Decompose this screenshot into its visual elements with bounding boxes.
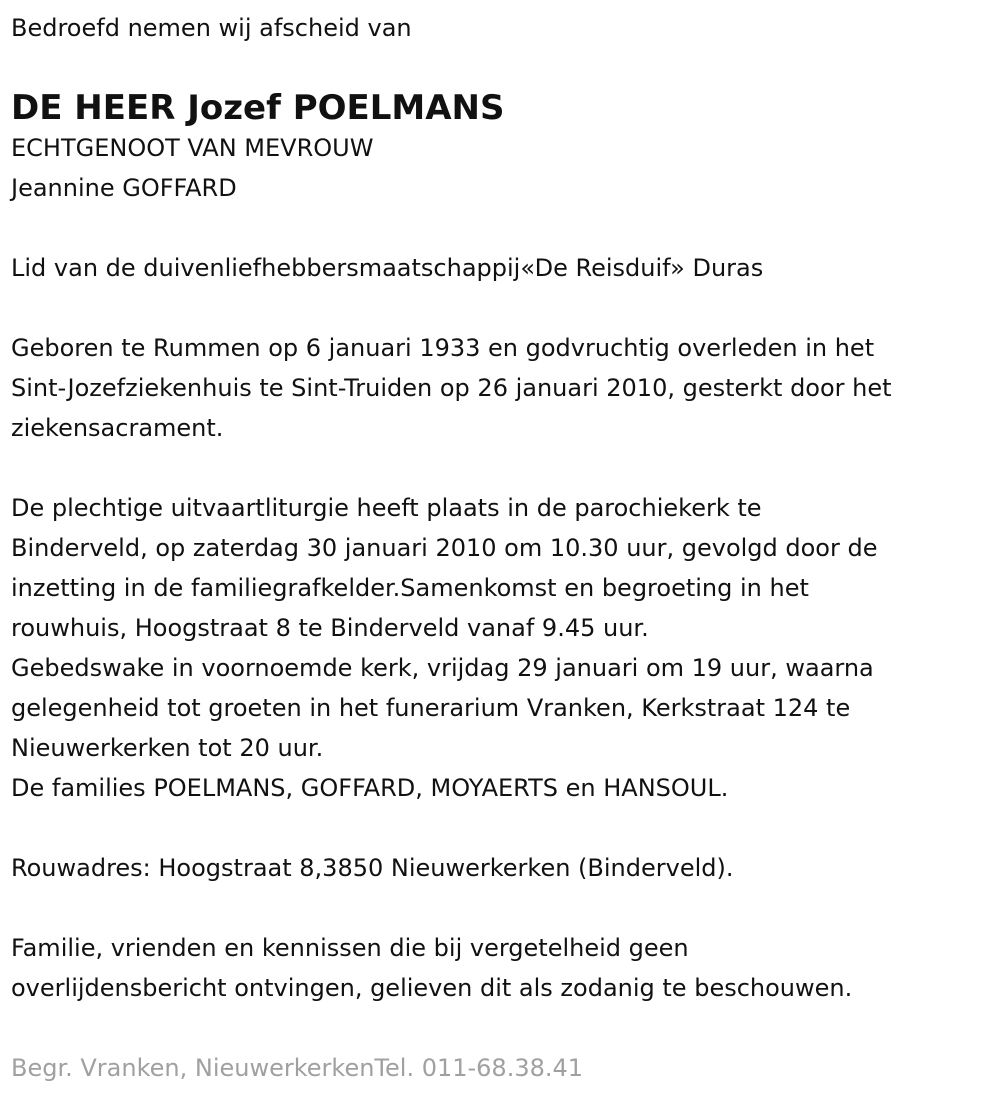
notice-paragraph	[11, 928, 1000, 1008]
ceremony-line: rouwhuis, Hoogstraat 8 te Binderveld vanaf 9.45 uur.	[11, 614, 649, 642]
funeral-home-footer: Begr. Vranken, NieuwerkerkenTel. 011-68.38.41	[11, 1054, 584, 1082]
mourning-address: Rouwadres: Hoogstraat 8,3850 Nieuwerkerken (Binderveld).	[11, 854, 734, 882]
spouse-line: ECHTGENOOT VAN MEVROUW	[11, 134, 374, 162]
ceremony-line: Gebedswake in voornoemde kerk, vrijdag 29 januari om 19 uur, waarna	[11, 654, 874, 682]
ceremony-paragraph	[11, 488, 1000, 808]
ceremony-line: Nieuwerkerken tot 20 uur.	[11, 734, 324, 762]
ceremony-line: Binderveld, op zaterdag 30 januari 2010 om 10.30 uur, gevolgd door de	[11, 534, 878, 562]
families-line: De families POELMANS, GOFFARD, MOYAERTS en HANSOUL.	[11, 774, 729, 802]
ceremony-line: inzetting in de familiegrafkelder.Samenkomst en begroeting in het	[11, 574, 809, 602]
membership-text: Lid van de duivenliefhebbersmaatschappij«De Reisduif» Duras	[11, 254, 764, 282]
birth-death-paragraph	[11, 328, 1000, 448]
spouse-name: Jeannine GOFFARD	[11, 174, 237, 202]
notice-line: overlijdensbericht ontvingen, gelieven dit als zodanig te beschouwen.	[11, 974, 853, 1002]
birth-death-line: Geboren te Rummen op 6 januari 1933 en godvruchtig overleden in het	[11, 334, 875, 362]
notice-line: Familie, vrienden en kennissen die bij vergetelheid geen	[11, 934, 689, 962]
ceremony-line: De plechtige uitvaartliturgie heeft plaats in de parochiekerk te	[11, 494, 762, 522]
birth-death-line: ziekensacrament.	[11, 414, 224, 442]
deceased-name: DE HEER Jozef POELMANS	[11, 88, 505, 128]
intro-text: Bedroefd nemen wij afscheid van	[11, 14, 412, 42]
birth-death-line: Sint-Jozefziekenhuis te Sint-Truiden op 26 januari 2010, gesterkt door het	[11, 374, 892, 402]
ceremony-line: gelegenheid tot groeten in het funerarium Vranken, Kerkstraat 124 te	[11, 694, 851, 722]
